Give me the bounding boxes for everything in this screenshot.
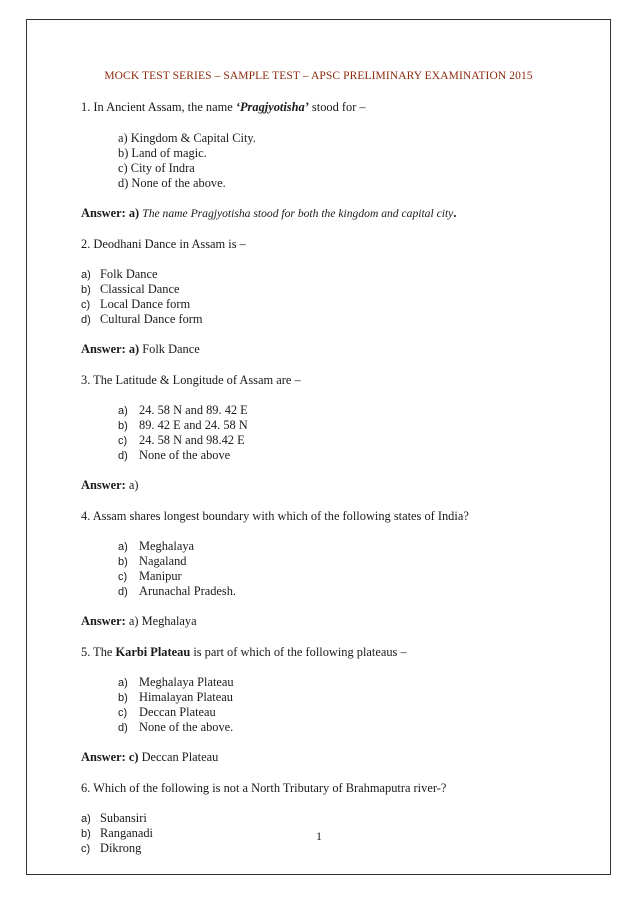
question-5 xyxy=(81,645,407,660)
question-1-option-c: c) City of Indra xyxy=(118,161,195,175)
answer-2-text: Folk Dance xyxy=(139,342,200,356)
option-marker: c) xyxy=(118,571,128,583)
question-1-option-d: d) None of the above. xyxy=(118,176,226,190)
question-6-option-a xyxy=(81,811,147,827)
option-text: 24. 58 N and 89. 42 E xyxy=(139,403,248,417)
answer-1-end: . xyxy=(453,206,457,220)
question-4: 4. Assam shares longest boundary with which of the following states of India? xyxy=(81,509,469,523)
option-text: Deccan Plateau xyxy=(139,705,216,719)
option-text: Cultural Dance form xyxy=(100,312,203,326)
question-3-option-d xyxy=(118,448,230,464)
option-text: Local Dance form xyxy=(100,297,191,311)
option-marker: d) xyxy=(118,450,128,462)
page xyxy=(26,19,611,875)
question-1-text: 1. In Ancient Assam, the name xyxy=(81,100,236,114)
question-5-option-b xyxy=(118,690,233,706)
option-marker: d) xyxy=(118,586,128,598)
question-1-option-a: a) Kingdom & Capital City. xyxy=(118,131,256,145)
option-marker: d) xyxy=(81,314,91,326)
option-text: Classical Dance xyxy=(100,282,180,296)
question-6: 6. Which of the following is not a North Tributary of Brahmaputra river-? xyxy=(81,781,447,795)
answer-5-label: Answer: c) xyxy=(81,750,139,764)
answer-3-text: a) xyxy=(125,478,139,492)
option-marker: a) xyxy=(81,269,91,281)
answer-2 xyxy=(81,342,200,357)
option-marker: b) xyxy=(118,420,128,432)
option-marker: a) xyxy=(118,677,128,689)
option-text: Ranganadi xyxy=(100,826,153,840)
option-text: Dikrong xyxy=(100,841,142,855)
option-text: Arunachal Pradesh. xyxy=(139,584,237,598)
question-5-text: 5. The xyxy=(81,645,116,659)
question-1 xyxy=(81,100,366,115)
page-number: 1 xyxy=(316,829,322,843)
question-4-option-c xyxy=(118,569,182,585)
option-marker: d) xyxy=(118,722,128,734)
option-text: 89. 42 E and 24. 58 N xyxy=(139,418,248,432)
question-2-option-c xyxy=(81,297,190,313)
answer-5 xyxy=(81,750,218,765)
question-1-option-b: b) Land of magic. xyxy=(118,146,207,160)
question-4-option-a xyxy=(118,539,194,555)
option-marker: c) xyxy=(81,299,91,311)
answer-3 xyxy=(81,478,138,493)
answer-2-label: Answer: a) xyxy=(81,342,140,356)
option-text: Manipur xyxy=(139,569,182,583)
option-text: None of the above. xyxy=(139,720,234,734)
answer-4-label: Answer: xyxy=(81,614,126,628)
question-2-option-d xyxy=(81,312,203,328)
answer-1-text: The name Pragjyotisha stood for both the kingdom and capital city xyxy=(142,207,454,220)
option-marker: c) xyxy=(118,707,128,719)
answer-4-text: a) Meghalaya xyxy=(125,614,197,628)
question-1-text-end: stood for – xyxy=(308,100,366,114)
question-3-option-c xyxy=(118,433,245,449)
question-1-term: ‘Pragjyotisha’ xyxy=(235,100,309,114)
question-5-option-d xyxy=(118,720,233,736)
option-marker: a) xyxy=(118,405,128,417)
option-marker: c) xyxy=(118,435,128,447)
question-3-option-a xyxy=(118,403,248,419)
question-3-option-b xyxy=(118,418,248,434)
option-marker: b) xyxy=(81,284,91,296)
question-4-option-b xyxy=(118,554,186,570)
question-5-option-c xyxy=(118,705,216,721)
answer-4 xyxy=(81,614,197,629)
option-text: Folk Dance xyxy=(100,267,158,281)
answer-3-label: Answer: xyxy=(81,478,126,492)
option-text: 24. 58 N and 98.42 E xyxy=(139,433,245,447)
option-marker: b) xyxy=(118,692,128,704)
question-2-option-a xyxy=(81,267,157,283)
document-title: MOCK TEST SERIES – SAMPLE TEST – APSC PRELIMINARY EXAMINATION 2015 xyxy=(104,70,533,82)
option-marker: c) xyxy=(81,843,91,855)
answer-1-label: Answer: a) xyxy=(81,206,140,220)
answer-5-text: Deccan Plateau xyxy=(138,750,219,764)
answer-1 xyxy=(81,206,456,221)
question-2: 2. Deodhani Dance in Assam is – xyxy=(81,237,246,251)
option-text: Subansiri xyxy=(100,811,147,825)
option-marker: b) xyxy=(118,556,128,568)
question-2-option-b xyxy=(81,282,179,298)
option-text: None of the above xyxy=(139,448,231,462)
option-marker: a) xyxy=(118,541,128,553)
question-4-option-d xyxy=(118,584,236,600)
option-text: Himalayan Plateau xyxy=(139,690,233,704)
option-text: Meghalaya xyxy=(139,539,195,553)
option-marker: a) xyxy=(81,813,91,825)
question-3: 3. The Latitude & Longitude of Assam are – xyxy=(81,373,301,387)
question-5-option-a xyxy=(118,675,234,691)
option-text: Nagaland xyxy=(139,554,187,568)
option-text: Meghalaya Plateau xyxy=(139,675,234,689)
question-5-term: Karbi Plateau xyxy=(115,645,191,659)
option-marker: b) xyxy=(81,828,91,840)
question-5-text-end: is part of which of the following plateaus – xyxy=(190,645,407,659)
